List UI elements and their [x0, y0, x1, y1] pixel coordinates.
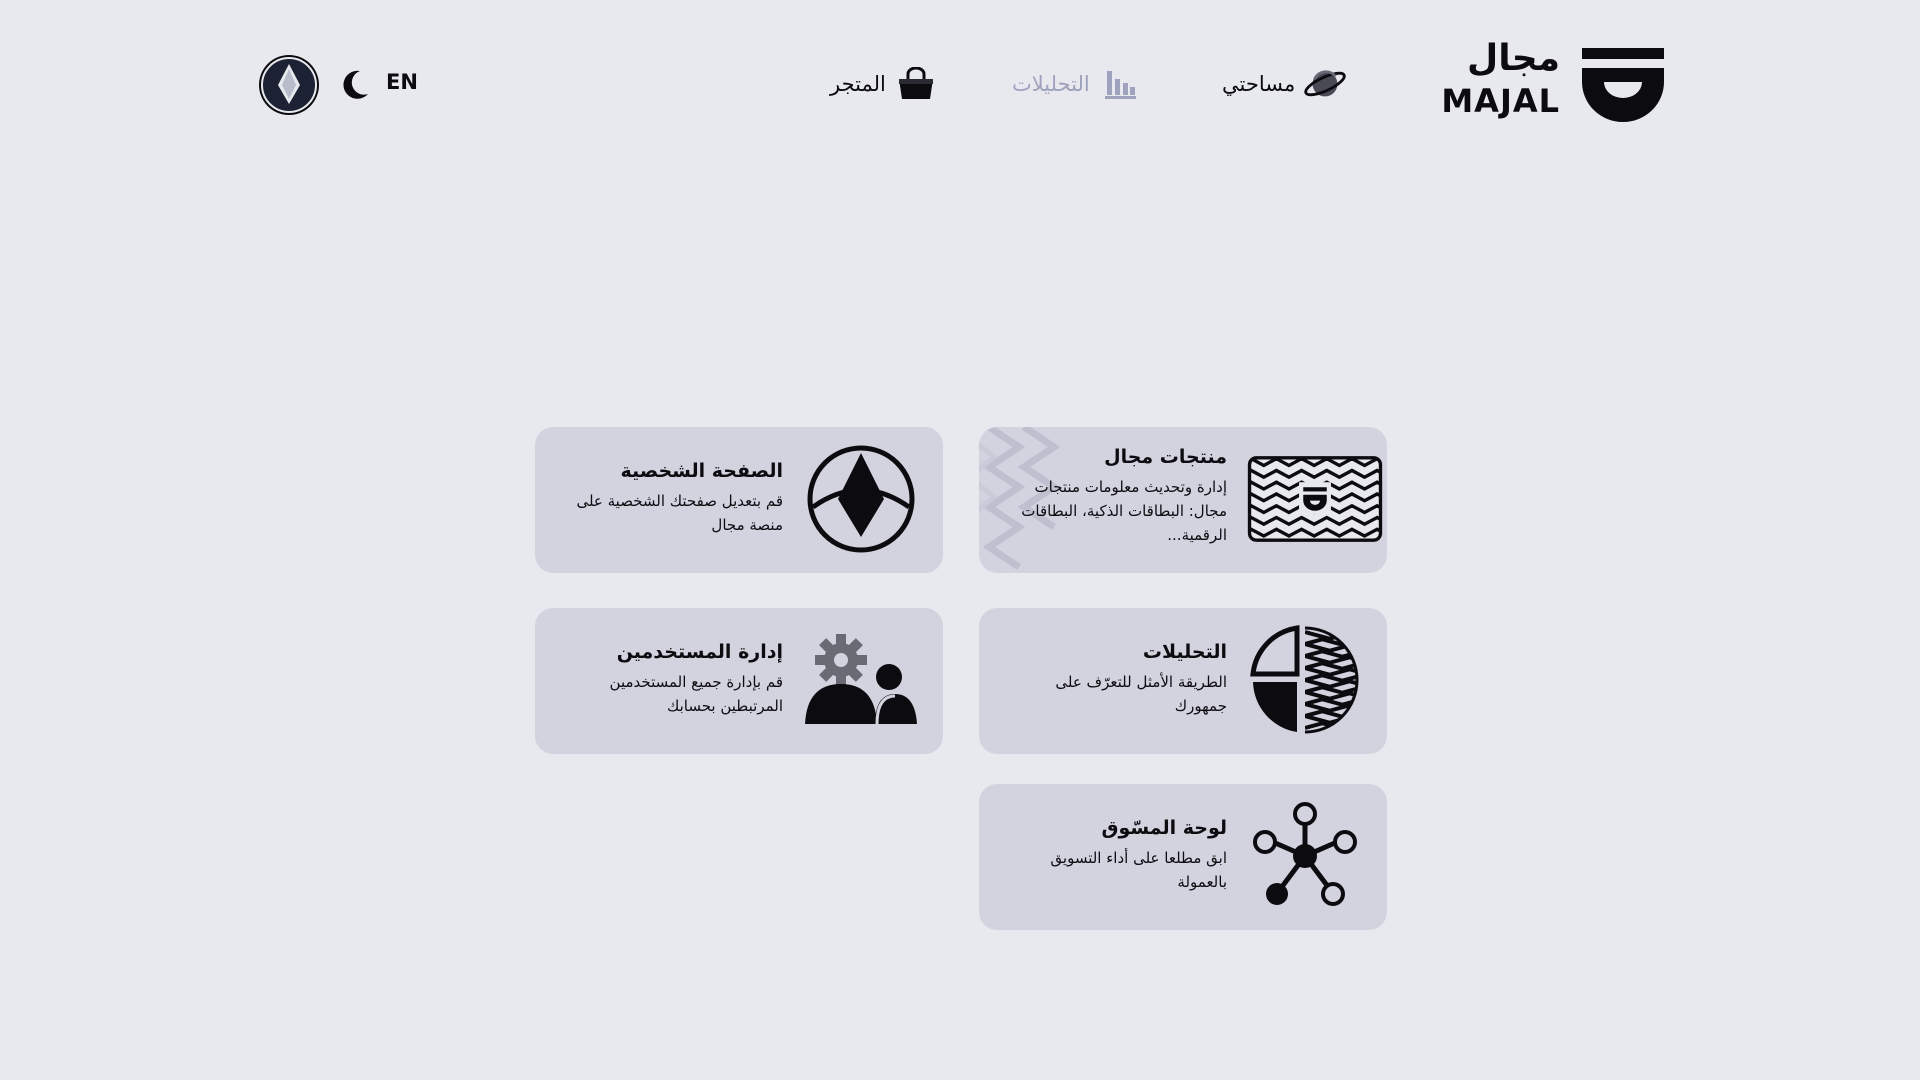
- nav-store-label: المتجر: [830, 72, 886, 96]
- planet-icon: [1303, 62, 1347, 106]
- moon-icon[interactable]: [340, 68, 370, 100]
- users-gear-icon: [803, 622, 919, 738]
- pie-chart-icon: [1247, 622, 1363, 738]
- card-products[interactable]: [979, 427, 1387, 573]
- card-marketer-dashboard-title: لوحة المسّوق: [1101, 817, 1227, 839]
- majal-logo-icon: [1582, 48, 1664, 122]
- shopping-basket-icon: [894, 62, 938, 106]
- card-user-management[interactable]: [535, 608, 943, 754]
- brand-name-arabic: مجال: [1467, 38, 1560, 79]
- card-user-management-title: إدارة المستخدمين: [616, 641, 783, 663]
- top-navigation-bar: [0, 0, 1920, 170]
- card-analytics[interactable]: [979, 608, 1387, 754]
- smart-card-icon: [1247, 441, 1363, 557]
- user-avatar[interactable]: [258, 54, 320, 116]
- card-user-management-description: قم بإدارة جميع المستخدمين المرتبطين بحسابك: [609, 673, 783, 715]
- card-analytics-description: الطريقة الأمثل للتعرّف على جمهورك: [1055, 673, 1227, 715]
- card-marketer-dashboard[interactable]: [979, 784, 1387, 930]
- nav-analytics-label: التحليلات: [1012, 72, 1090, 96]
- nav-my-spaces[interactable]: [1222, 60, 1347, 108]
- nav-analytics[interactable]: [1012, 60, 1142, 108]
- language-toggle[interactable]: EN: [386, 70, 418, 94]
- brand-logo[interactable]: [1440, 40, 1664, 130]
- diamond-circle-icon: [803, 441, 919, 557]
- nav-my-spaces-label: مساحتي: [1222, 72, 1296, 96]
- network-hub-icon: [1247, 798, 1363, 914]
- card-products-description: إدارة وتحديث معلومات منتجات مجال: البطاقات الذكية، البطاقات الرقمية...: [1021, 478, 1227, 544]
- card-marketer-dashboard-description: ابق مطلعا على أداء التسويق بالعمولة: [1050, 849, 1227, 891]
- nav-store[interactable]: [830, 60, 938, 108]
- card-profile[interactable]: [535, 427, 943, 573]
- card-profile-description: قم بتعديل صفحتك الشخصية على منصة مجال: [576, 492, 783, 534]
- card-products-title: منتجات مجال: [1104, 446, 1227, 468]
- brand-name-english: MAJAL: [1441, 82, 1560, 120]
- bar-chart-icon: [1098, 62, 1142, 106]
- card-analytics-title: التحليلات: [1142, 641, 1227, 663]
- card-profile-title: الصفحة الشخصية: [620, 460, 783, 482]
